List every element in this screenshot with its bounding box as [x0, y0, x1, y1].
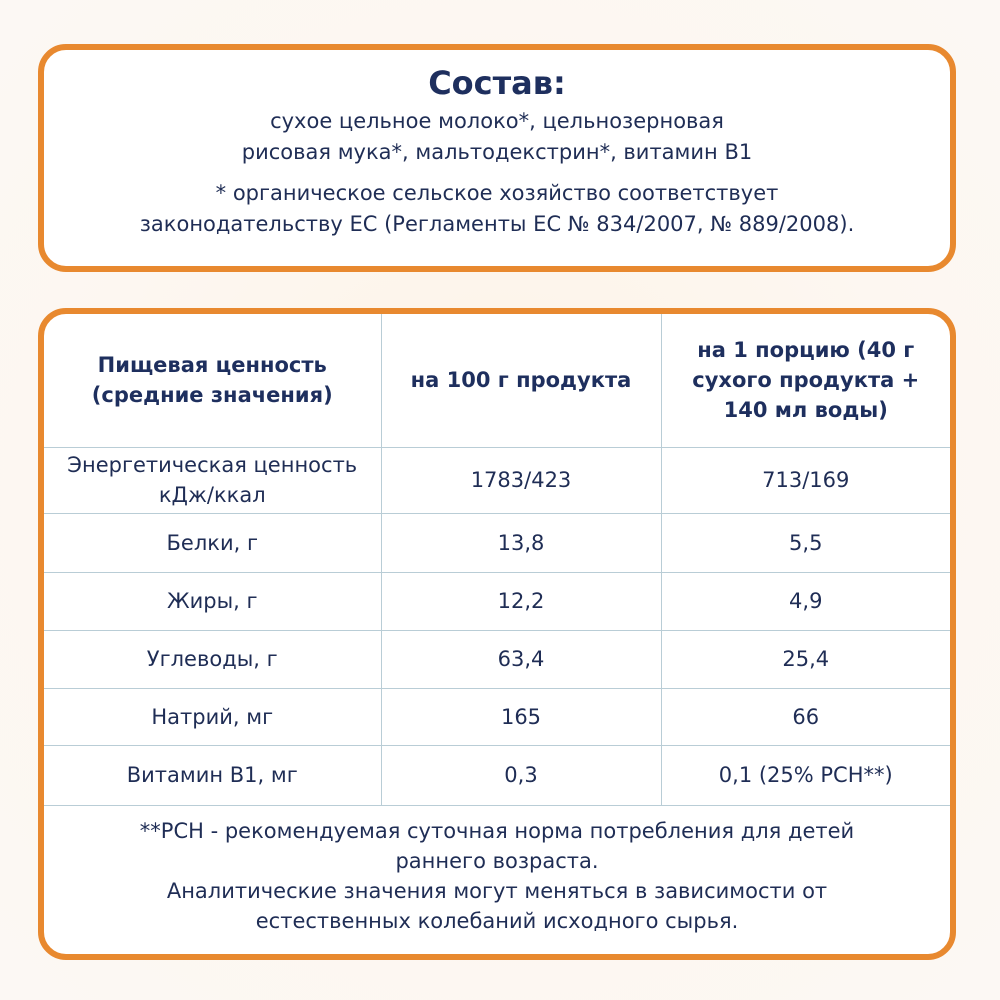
header-per-portion: на 1 порцию (40 г сухого продукта + 140 мл воды) [661, 314, 950, 447]
value-portion: 0,1 (25% РСН**) [661, 745, 950, 805]
ingredients-line: рисовая мука*, мальтодекстрин*, витамин В1 [241, 140, 753, 164]
footnote [44, 806, 950, 936]
nutrient-name: Белки, г [44, 513, 381, 572]
table-row [44, 447, 950, 513]
nutrient-name: Натрий, мг [44, 688, 381, 745]
value-portion: 25,4 [661, 630, 950, 688]
table-row [44, 572, 950, 630]
value-portion: 713/169 [661, 447, 950, 513]
value-100g: 165 [381, 688, 661, 745]
footnote-rsn: **РСН - рекомендуемая суточная норма потребления для детей раннего возраста. [139, 818, 855, 873]
table-row [44, 630, 950, 688]
value-100g: 63,4 [381, 630, 661, 688]
table-header-row [44, 314, 950, 447]
table-row [44, 745, 950, 805]
organic-note: * органическое сельское хозяйство соответствует [215, 181, 779, 205]
header-per-100g: на 100 г продукта [381, 314, 661, 447]
nutrient-name: Углеводы, г [44, 630, 381, 688]
value-portion: 66 [661, 688, 950, 745]
nutrient-name: Жиры, г [44, 572, 381, 630]
composition-title: Состав: [428, 64, 566, 102]
nutrition-table [44, 314, 950, 806]
value-100g: 0,3 [381, 745, 661, 805]
table-row [44, 688, 950, 745]
organic-note: законодательству ЕС (Регламенты ЕС № 834/2007, № 889/2008). [139, 212, 855, 236]
table-row [44, 513, 950, 572]
value-100g: 13,8 [381, 513, 661, 572]
ingredients-line: сухое цельное молоко*, цельнозерновая [270, 109, 724, 133]
nutrient-name: Витамин В1, мг [44, 745, 381, 805]
nutrient-name: Энергетическая ценность кДж/ккал [44, 447, 381, 513]
value-100g: 12,2 [381, 572, 661, 630]
value-100g: 1783/423 [381, 447, 661, 513]
composition-panel [38, 44, 956, 272]
header-nutrient: Пищевая ценность (средние значения) [44, 314, 381, 447]
footnote-analytic: Аналитические значения могут меняться в зависимости от естественных колебаний исходного сырья. [166, 878, 828, 933]
value-portion: 4,9 [661, 572, 950, 630]
nutrition-panel [38, 308, 956, 960]
value-portion: 5,5 [661, 513, 950, 572]
